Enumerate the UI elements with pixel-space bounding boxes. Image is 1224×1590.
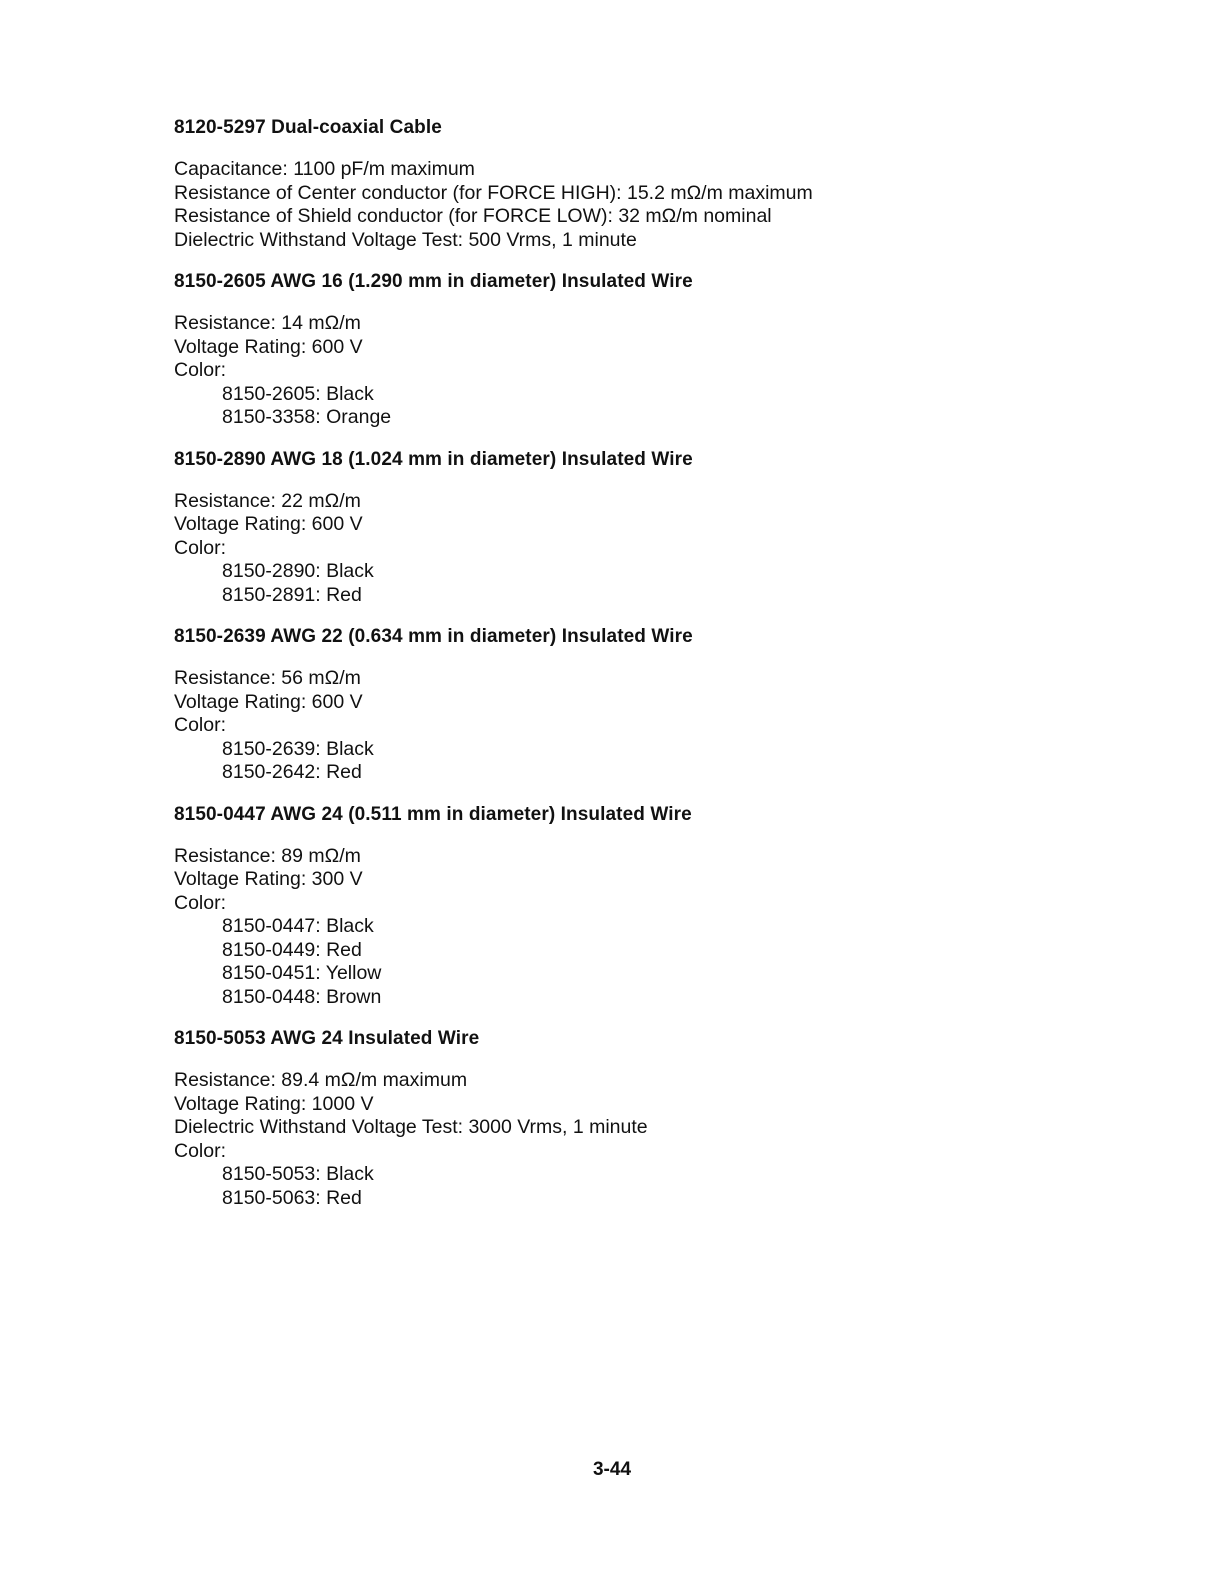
section-title: 8150-5053 AWG 24 Insulated Wire: [174, 1028, 480, 1049]
spec-line: Resistance of Shield conductor (for FORCE LOW): 32 mΩ/m nominal: [174, 205, 772, 227]
document-body: [174, 112, 1134, 1210]
spec-section-8150-2890: [174, 444, 1134, 622]
spec-section-8150-2605: [174, 266, 1134, 444]
spec-line: Voltage Rating: 1000 V: [174, 1092, 374, 1115]
color-item: 8150-0449: Red: [222, 938, 362, 961]
spec-section-8150-2639: [174, 621, 1134, 799]
color-item: 8150-2639: Black: [222, 737, 374, 760]
spec-line: Color:: [174, 359, 227, 381]
section-title: 8150-0447 AWG 24 (0.511 mm in diameter) Insulated Wire: [174, 803, 692, 825]
spec-line: Capacitance: 1100 pF/m maximum: [174, 158, 475, 180]
color-item: 8150-2890: Black: [222, 560, 374, 582]
color-item: 8150-5053: Black: [222, 1163, 374, 1185]
spec-section-8120-5297: [174, 112, 1134, 266]
color-item: 8150-5063: Red: [222, 1186, 362, 1209]
section-gap: [174, 1009, 1134, 1023]
spec-line: Resistance: 22 mΩ/m: [174, 489, 361, 512]
spec-line: Dielectric Withstand Voltage Test: 3000 Vrms, 1 minute: [174, 1116, 648, 1138]
page-number: 3-44: [592, 1459, 632, 1480]
spec-line: Voltage Rating: 600 V: [174, 335, 363, 358]
spec-line: Resistance: 89 mΩ/m: [174, 844, 361, 867]
spec-line: Resistance of Center conductor (for FORCE HIGH): 15.2 mΩ/m maximum: [174, 181, 813, 204]
spec-line: Voltage Rating: 300 V: [174, 868, 363, 890]
color-item: 8150-0447: Black: [222, 915, 374, 937]
section-gap: [174, 430, 1134, 444]
section-title: 8150-2639 AWG 22 (0.634 mm in diameter) Insulated Wire: [174, 626, 693, 647]
color-item: 8150-3358: Orange: [222, 406, 392, 428]
color-item: 8150-2642: Red: [222, 761, 362, 783]
section-gap: [174, 252, 1134, 266]
color-item: 8150-0451: Yellow: [222, 962, 382, 984]
spec-line: Voltage Rating: 600 V: [174, 690, 363, 713]
color-item: 8150-2605: Black: [222, 382, 374, 405]
spec-line: Color:: [174, 891, 227, 914]
section-title: 8150-2605 AWG 16 (1.290 mm in diameter) Insulated Wire: [174, 271, 693, 292]
spec-line: Dielectric Withstand Voltage Test: 500 Vrms, 1 minute: [174, 228, 637, 251]
spec-line: Color:: [174, 1139, 227, 1162]
color-item: 8150-0448: Brown: [222, 985, 382, 1008]
spec-line: Resistance: 56 mΩ/m: [174, 667, 361, 689]
section-title: 8120-5297 Dual-coaxial Cable: [174, 117, 442, 138]
spec-section-8150-5053: [174, 1023, 1134, 1210]
spec-line: Color:: [174, 714, 227, 736]
section-gap: [174, 607, 1134, 621]
spec-section-8150-0447: [174, 799, 1134, 1024]
spec-line: Resistance: 89.4 mΩ/m maximum: [174, 1069, 468, 1091]
spec-line: Voltage Rating: 600 V: [174, 513, 363, 535]
section-gap: [174, 785, 1134, 799]
section-title: 8150-2890 AWG 18 (1.024 mm in diameter) Insulated Wire: [174, 448, 693, 470]
spec-line: Resistance: 14 mΩ/m: [174, 312, 361, 334]
spec-line: Color:: [174, 536, 227, 559]
color-item: 8150-2891: Red: [222, 583, 362, 606]
